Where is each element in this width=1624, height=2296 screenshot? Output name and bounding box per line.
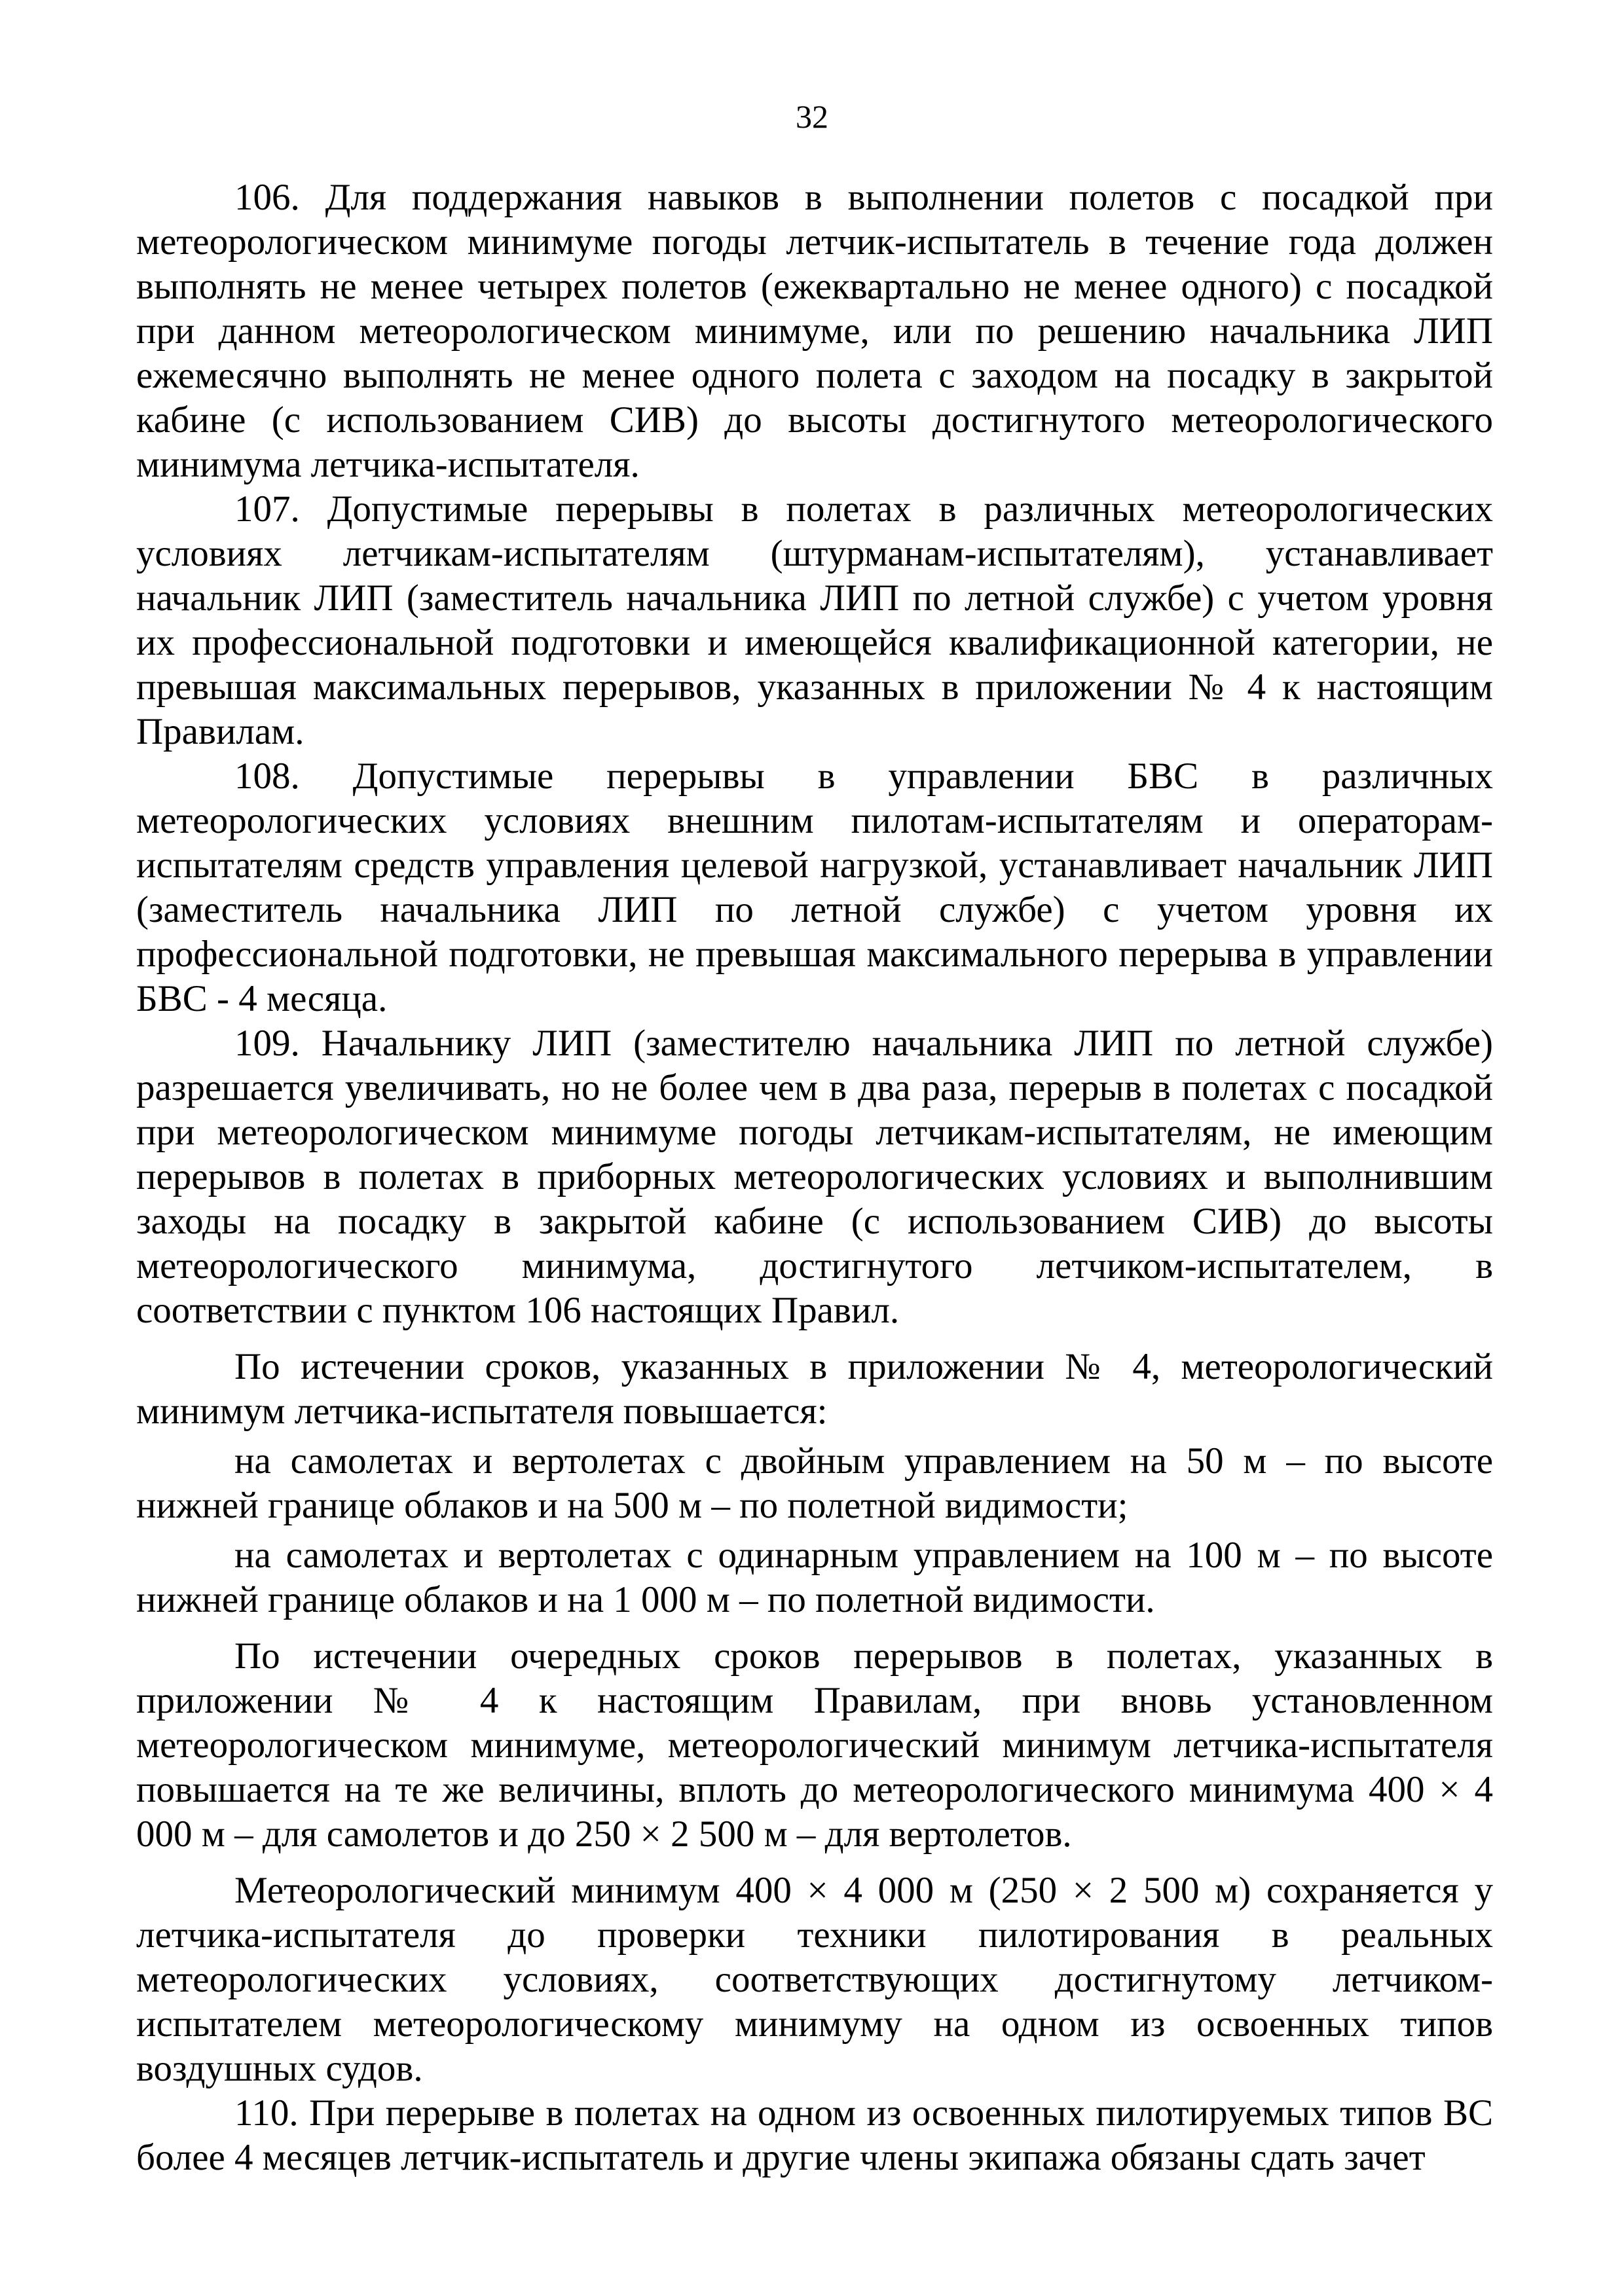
paragraph-minimum-increase: По истечении сроков, указанных в приложении № 4, метеорологический минимум летчика-испытателя повышается: xyxy=(136,1346,1493,1432)
paragraph-dual-control: на самолетах и вертолетах с двойным управлением на 50 м – по высоте нижней границе облаков и на 500 м – по полетной видимости; xyxy=(136,1440,1493,1526)
page-number: 32 xyxy=(796,98,828,135)
paragraph-109: 109. Начальнику ЛИП (заместителю начальника ЛИП по летной службе) разрешается увеличивать, но не более чем в два раза, перерыв в полетах с посадкой при метеорологическом минимуме погоды летчикам-испытателям, не имеющим перерывов в полетах в приборных метеорологических условиях и выполнившим заходы на посадку в закрытой кабине (с использованием СИВ) до высоты метеорологического минимума, достигнутого летчиком-испытателем, в соответствии с пунктом 106 настоящих Правил. xyxy=(136,1023,1493,1331)
paragraph-110: 110. При перерыве в полетах на одном из освоенных пилотируемых типов ВС более 4 месяцев летчик-испытатель и другие члены экипажа обязаны сдать зачет xyxy=(136,2092,1493,2178)
paragraph-106: 106. Для поддержания навыков в выполнении полетов с посадкой при метеорологическом минимуме погоды летчик-испытатель в течение года должен выполнять не менее четырех полетов (ежеквартально не менее одного) с посадкой при данном метеорологическом минимуме, или по решению начальника ЛИП ежемесячно выполнять не менее одного полета с заходом на посадку в закрытой кабине (с использованием СИВ) до высоты достигнутого метеорологического минимума летчика-испытателя. xyxy=(136,177,1493,485)
paragraph-107: 107. Допустимые перерывы в полетах в различных метеорологических условиях летчикам-испытателям (штурманам-испытателям), устанавливает начальник ЛИП (заместитель начальника ЛИП по летной службе) с учетом уровня их профессиональной подготовки и имеющейся квалификационной категории, не превышая максимальных перерывов, указанных в приложении № 4 к настоящим Правилам. xyxy=(136,488,1493,752)
paragraph-minimum-retained: Метеорологический минимум 400 × 4 000 м (250 × 2 500 м) сохраняется у летчика-испытателя до проверки техники пилотирования в реальных метеорологических условиях, соответствующих достигнутому летчиком-испытателем метеорологическому минимуму на одном из освоенных типов воздушных судов. xyxy=(136,1870,1493,2089)
paragraph-repeated-breaks: По истечении очередных сроков перерывов в полетах, указанных в приложении № 4 к настоящим Правилам, при вновь установленном метеорологическом минимуме, метеорологический минимум летчика-испытателя повышается на те же величины, вплоть до метеорологического минимума 400 × 4 000 м – для самолетов и до 250 × 2 500 м – для вертолетов. xyxy=(136,1635,1493,1855)
document-body xyxy=(136,175,1493,2180)
paragraph-single-control: на самолетах и вертолетах с одинарным управлением на 100 м – по высоте нижней границе облаков и на 1 000 м – по полетной видимости. xyxy=(136,1535,1493,1620)
paragraph-108: 108. Допустимые перерывы в управлении БВС в различных метеорологических условиях внешним пилотам-испытателям и операторам-испытателям средств управления целевой нагрузкой, устанавливает начальник ЛИП (заместитель начальника ЛИП по летной службе) с учетом уровня их профессиональной подготовки, не превышая максимального перерыва в управлении БВС - 4 месяца. xyxy=(136,756,1493,1019)
